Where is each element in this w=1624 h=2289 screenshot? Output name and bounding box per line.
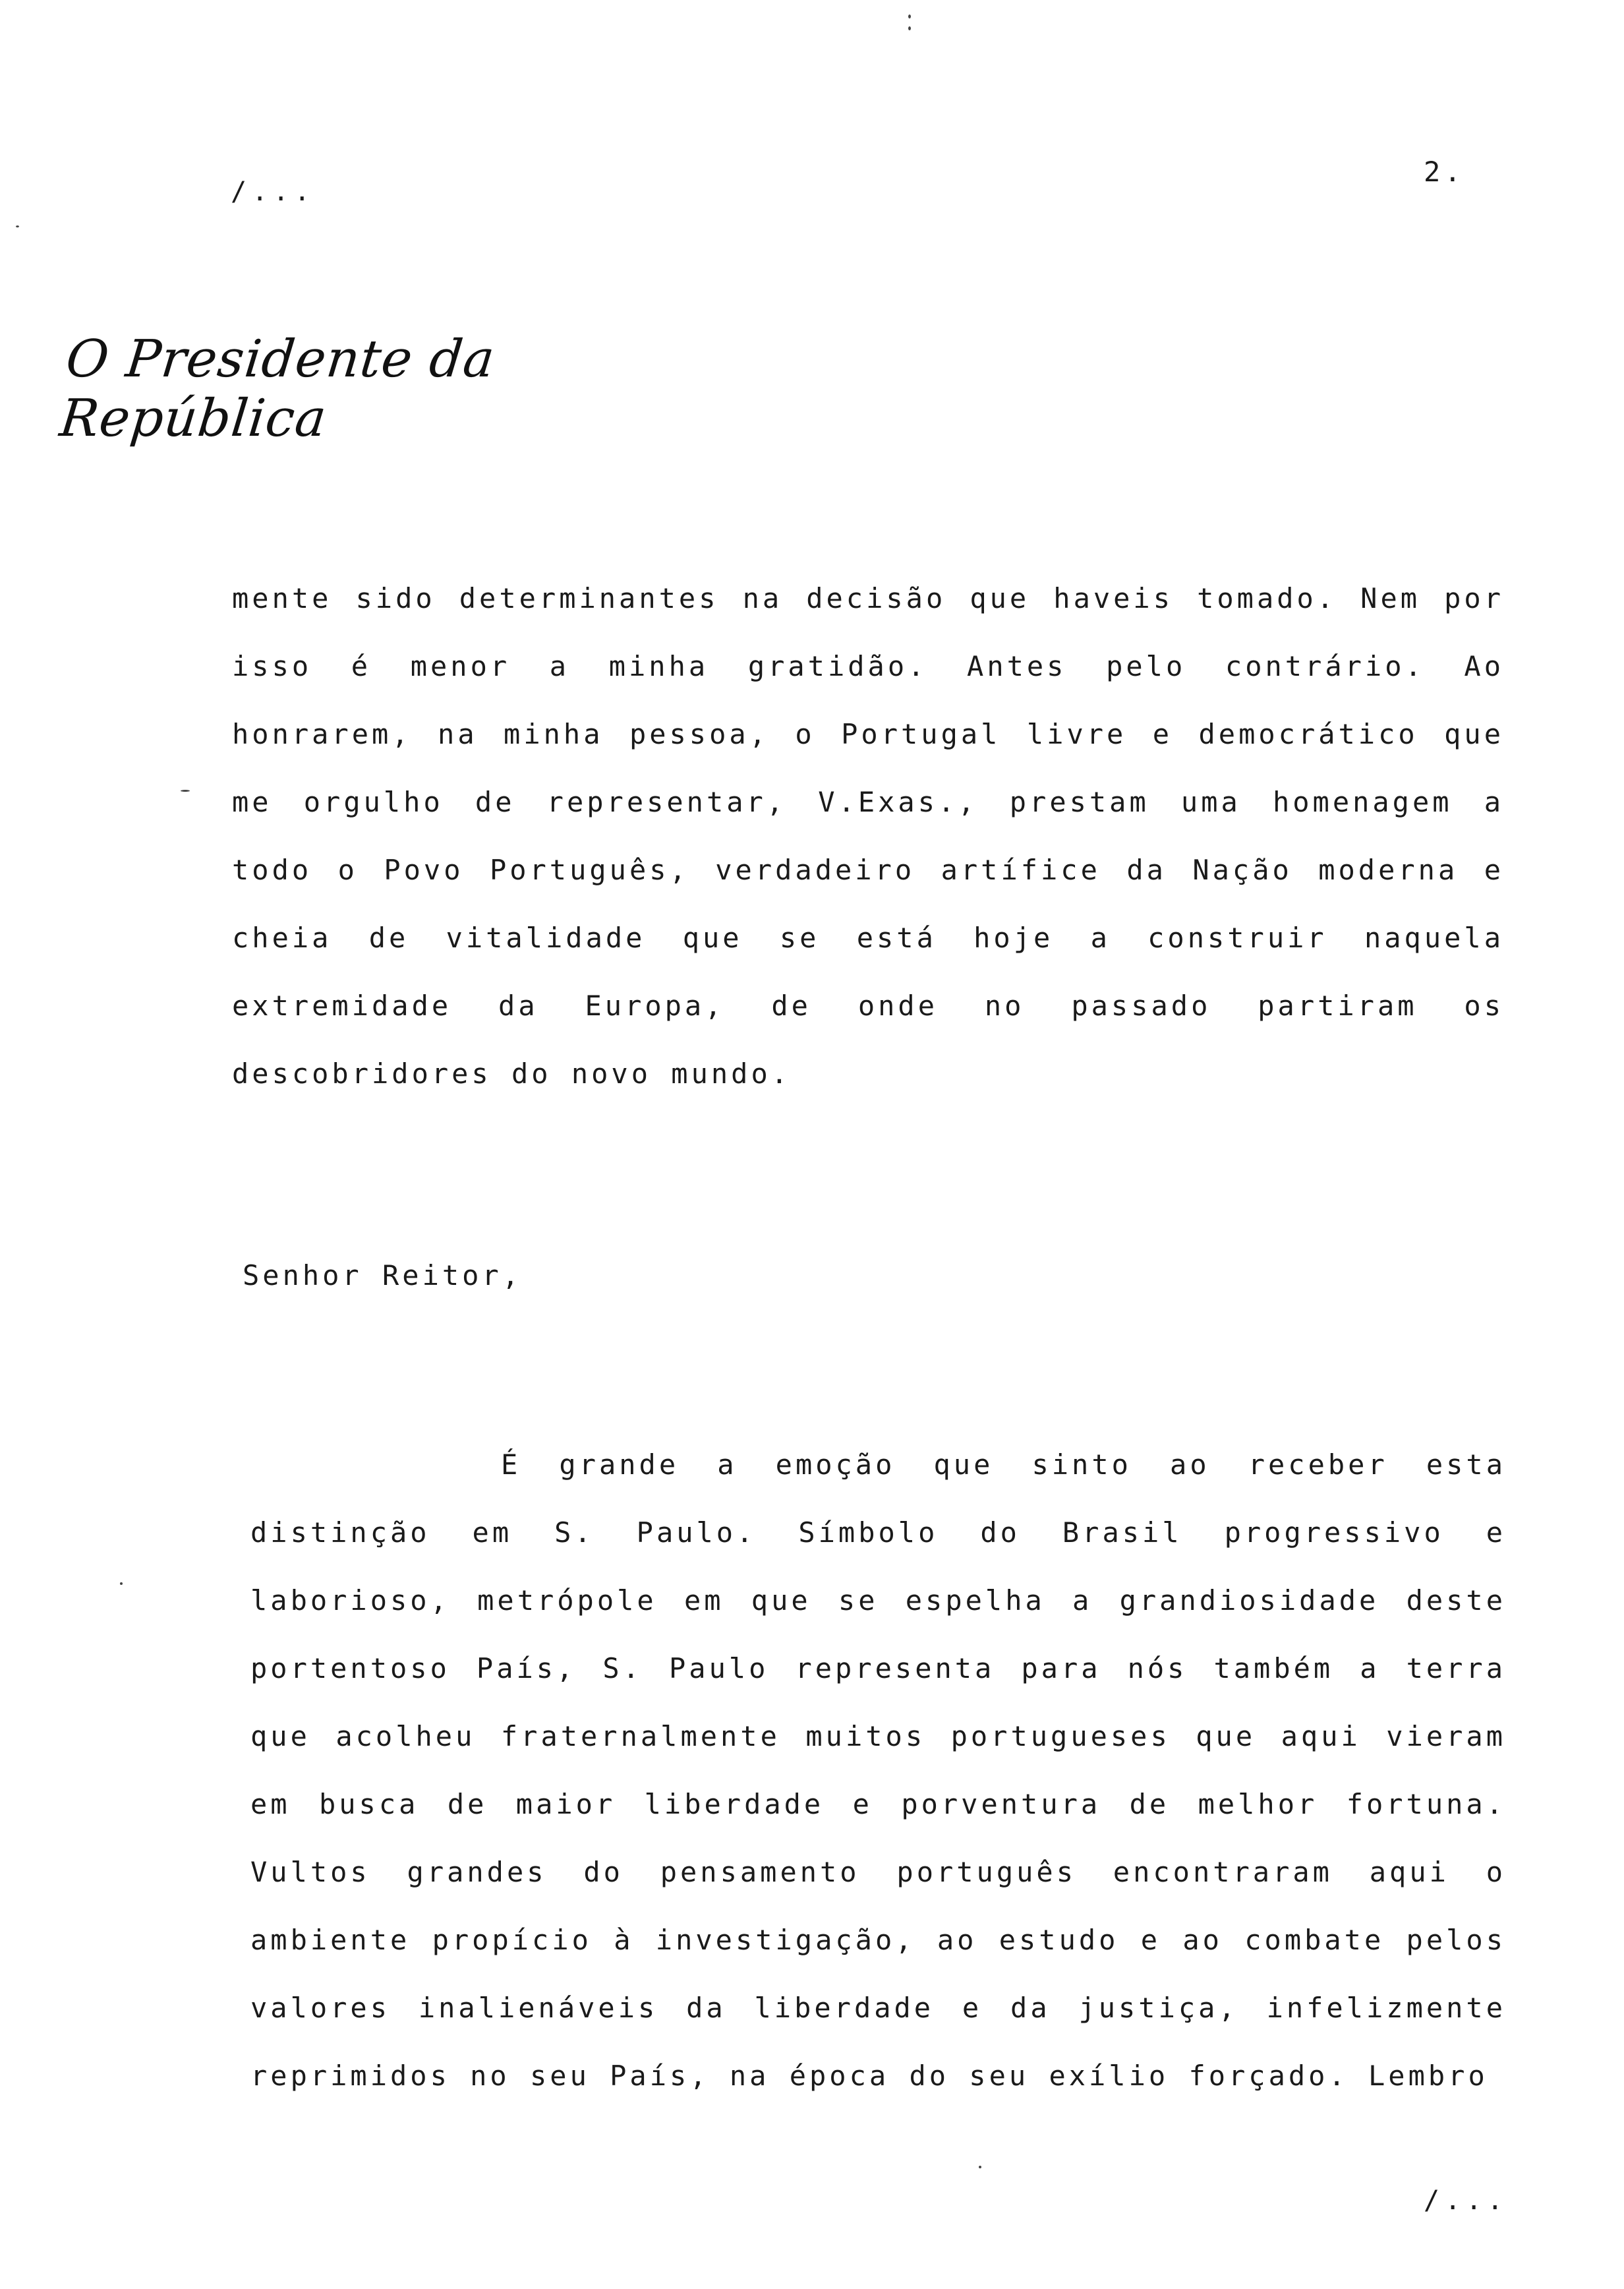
scan-speck bbox=[979, 2166, 981, 2168]
salutation: Senhor Reitor, bbox=[243, 1259, 523, 1292]
continuation-mark-top: /... bbox=[231, 177, 316, 207]
paragraph-1: mente sido determinantes na decisão que haveis tomado. Nem por isso é menor a minha gratidão. Antes pelo contrário. Ao honrarem, na minha pessoa, o Portugal livre e democrático que me orgulho de representar, V.Exas., prestam uma homenagem a todo o Povo Português, verdadeiro artífice da Nação moderna e cheia de vitalidade que se está hoje a construir naquela extremidade da Europa, de onde no passado partiram os descobridores do novo mundo. bbox=[232, 582, 1504, 1090]
scan-speck bbox=[16, 225, 19, 227]
paragraph-2: É grande a emoção que sinto ao receber esta distinção em S. Paulo. Símbolo do Brasil progressivo e laborioso, metrópole em que se espelha a grandiosidade deste portentoso País, S. Paulo representa para nós também a terra que acolheu fraternalmente muitos portugueses que aqui vieram em busca de maior liberdade e porventura de melhor fortuna. Vultos grandes do pensamento português encontraram aqui o ambiente propício à investigação, ao estudo e ao combate pelos valores inalienáveis da liberdade e da justiça, infelizmente reprimidos no seu País, na época do seu exílio forçado. Lembro bbox=[250, 1448, 1506, 2092]
scan-speck bbox=[908, 26, 911, 30]
scan-speck bbox=[908, 15, 911, 18]
continuation-mark-bottom: /... bbox=[1424, 2185, 1509, 2216]
scan-speck bbox=[120, 1582, 123, 1585]
page-number: 2. bbox=[1424, 156, 1465, 188]
scan-speck bbox=[181, 790, 190, 792]
letterhead: O Presidente da República bbox=[57, 330, 498, 448]
